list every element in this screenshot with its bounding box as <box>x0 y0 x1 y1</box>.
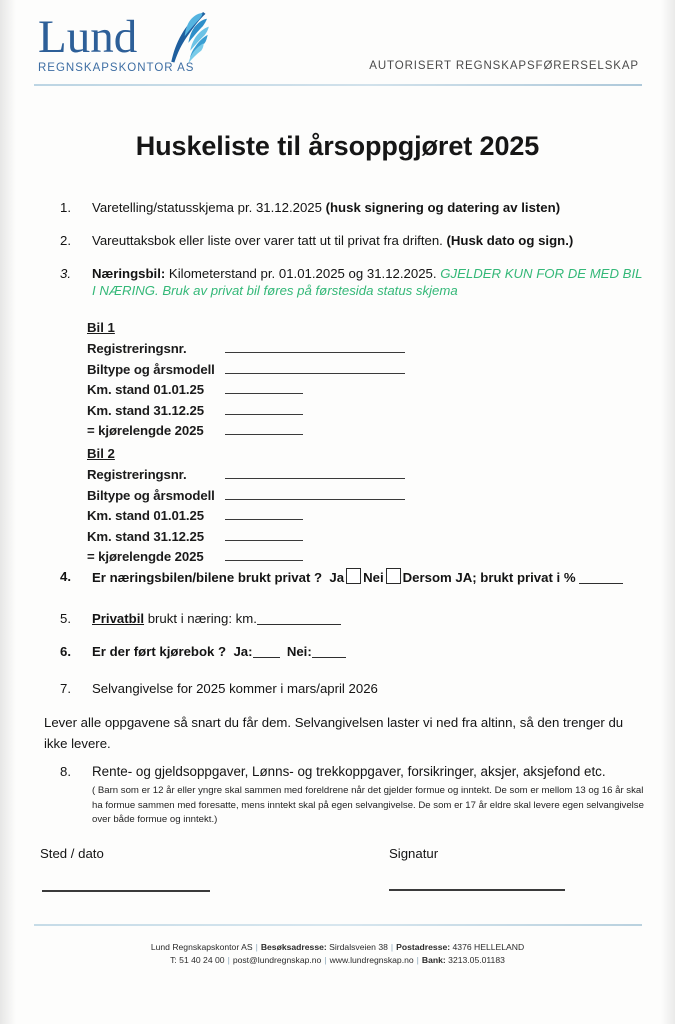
checkbox-ja[interactable] <box>346 568 361 584</box>
page-title: Huskeliste til årsoppgjøret 2025 <box>135 131 540 161</box>
biltype-input-line[interactable] <box>225 487 405 500</box>
list-item-8 <box>60 763 660 828</box>
item-text <box>92 199 640 216</box>
item-number: 6. <box>60 644 71 659</box>
footer-visit-value: Sirdalsveien 38 <box>326 942 388 952</box>
logo-wordmark: Lund <box>38 11 138 63</box>
item-1-plain: Varetelling/statusskjema pr. 31.12.2025 <box>92 200 326 215</box>
footer-post-label: Postadresse: <box>396 942 451 952</box>
footer-sep: | <box>416 955 419 965</box>
header-tagline: AUTORISERT REGNSKAPSFØRERSELSKAP <box>369 60 639 72</box>
item-5-plain: brukt i næring: km. <box>144 611 257 626</box>
company-logo <box>38 11 258 74</box>
car-1-row-registreringsnr <box>87 339 405 359</box>
car-2-row-km-start <box>87 506 405 526</box>
header-divider <box>34 84 642 86</box>
list-item-3 <box>60 265 645 299</box>
footer-sep: | <box>390 942 394 952</box>
footer-post-value: 4376 HELLELAND <box>450 942 525 952</box>
item-3-green-note: GJELDER KUN FOR DE MED BIL I NÆRING. Bruk av privat bil føres på førstesida status skjema <box>92 266 643 298</box>
car-2-row-kjorelengde <box>87 547 405 567</box>
footer-sep: | <box>255 942 258 952</box>
item-3-plain: Kilometerstand pr. 01.01.2025 og 31.12.2025. <box>165 266 441 281</box>
item-text: Selvangivelse for 2025 kommer i mars/april 2026 <box>92 681 378 696</box>
item-number: 7. <box>60 681 71 696</box>
car-2-row-biltype <box>87 486 405 506</box>
item-4-question: Er næringsbilen/bilene brukt privat ? <box>92 570 323 585</box>
kjorelengde-input-line[interactable] <box>225 422 303 435</box>
km-end-input-line[interactable] <box>225 528 303 541</box>
car-block-2 <box>87 444 405 567</box>
list-item-6 <box>60 643 560 660</box>
row-label: Km. stand 31.12.25 <box>87 402 204 418</box>
footer-website[interactable]: www.lundregnskap.no <box>329 955 414 965</box>
item-4-ja-label: Ja <box>329 570 345 585</box>
row-label: Km. stand 01.01.25 <box>87 382 204 398</box>
document-header <box>0 0 675 92</box>
item-text <box>92 232 650 249</box>
delivery-paragraph: Lever alle oppgavene så snart du får dem. Selvangivelsen laster vi ned fra altinn, så den trenger du ikke levere. <box>44 715 624 751</box>
biltype-input-line[interactable] <box>225 361 405 374</box>
kjorebok-nei-input-line[interactable] <box>312 646 346 658</box>
item-number: 3. <box>60 266 71 281</box>
row-label: = kjørelengde 2025 <box>87 548 204 564</box>
item-number: 5. <box>60 611 71 626</box>
registreringsnr-input-line[interactable] <box>225 466 405 479</box>
signatur-input-line[interactable] <box>389 889 565 891</box>
list-item-7 <box>60 680 580 697</box>
item-2-plain: Vareuttaksbok eller liste over varer tatt ut til privat fra driften. <box>92 233 447 248</box>
footer-divider <box>34 924 642 926</box>
kjorebok-ja-input-line[interactable] <box>253 646 280 658</box>
item-6-question: Er der ført kjørebok ? <box>92 644 227 659</box>
car-2-row-registreringsnr <box>87 465 405 485</box>
car-1-row-kjorelengde <box>87 421 405 441</box>
privatbil-km-input-line[interactable] <box>257 613 341 625</box>
km-end-input-line[interactable] <box>225 402 303 415</box>
feather-quill-icon <box>160 10 214 68</box>
item-4-nei-label: Nei <box>363 570 384 585</box>
footer-sep: | <box>227 955 230 965</box>
item-number: 1. <box>60 200 71 215</box>
item-number: 2. <box>60 233 71 248</box>
item-text: Rente- og gjeldsoppgaver, Lønns- og trekkoppgaver, forsikringer, aksjer, aksjefond etc. <box>92 764 606 779</box>
item-text <box>92 610 560 627</box>
car-2-row-km-end <box>87 527 405 547</box>
footer-bank-value: 3213.05.01183 <box>445 955 505 965</box>
list-item-5 <box>60 610 560 627</box>
item-5-underlined: Privatbil <box>92 611 145 626</box>
list-item-1 <box>60 199 640 216</box>
car-1-row-km-start <box>87 380 405 400</box>
car-block-1 <box>87 318 405 441</box>
row-label: = kjørelengde 2025 <box>87 422 204 438</box>
footer-phone: T: 51 40 24 00 <box>170 955 225 965</box>
item-3-bold: Næringsbil: <box>92 266 166 281</box>
item-text <box>92 568 660 586</box>
car-2-title: Bil 2 <box>87 446 115 461</box>
checkbox-nei[interactable] <box>386 568 401 584</box>
item-4-tail-label: Dersom JA; brukt privat i % <box>402 570 576 585</box>
item-8-fineprint: ( Barn som er 12 år eller yngre skal sammen med foreldrene når det gjelder formue og inntekt. De som er mellom 13 og 16 år skal ha formue sammen med foresatte, mens inntekt skal på egen selvangivelse. De som er 17 år eldre skal levere egen selvangivelse over både formue og inntekt.) <box>92 785 644 825</box>
row-label: Biltype og årsmodell <box>87 361 215 377</box>
item-text <box>92 265 645 299</box>
list-item-4 <box>60 568 660 586</box>
item-2-bold: (Husk dato og sign.) <box>446 233 574 248</box>
item-6-ja-label: Ja: <box>233 644 253 659</box>
list-item-2 <box>60 232 650 249</box>
row-label: Km. stand 31.12.25 <box>87 528 204 544</box>
item-number: 4. <box>60 569 71 584</box>
signatur-label: Signatur <box>389 846 439 861</box>
footer-bank-label: Bank: <box>421 955 446 965</box>
document-footer <box>0 941 675 967</box>
row-label: Registreringsnr. <box>87 467 187 483</box>
footer-company: Lund Regnskapskontor AS <box>150 942 253 952</box>
footer-line-2 <box>0 954 675 967</box>
item-6-nei-label: Nei: <box>286 644 312 659</box>
car-1-row-biltype <box>87 360 405 380</box>
footer-sep: | <box>324 955 327 965</box>
footer-visit-label: Besøksadresse: <box>260 942 327 952</box>
item-number: 8. <box>60 764 71 779</box>
km-start-input-line[interactable] <box>225 381 303 394</box>
registreringsnr-input-line[interactable] <box>225 340 405 353</box>
km-start-input-line[interactable] <box>225 507 303 520</box>
footer-email[interactable]: post@lundregnskap.no <box>232 955 322 965</box>
sted-dato-input-line[interactable] <box>42 890 210 892</box>
car-1-title: Bil 1 <box>87 320 115 335</box>
kjorelengde-input-line[interactable] <box>225 548 303 561</box>
percent-input-line[interactable] <box>579 572 623 584</box>
logo-subtitle: REGNSKAPSKONTOR AS <box>38 62 195 74</box>
row-label: Registreringsnr. <box>87 341 187 357</box>
row-label: Biltype og årsmodell <box>87 487 215 503</box>
car-1-row-km-end <box>87 401 405 421</box>
item-text <box>92 643 560 660</box>
sted-dato-label: Sted / dato <box>40 846 104 861</box>
item-1-bold: (husk signering og datering av listen) <box>325 200 561 215</box>
row-label: Km. stand 01.01.25 <box>87 508 204 524</box>
footer-line-1 <box>0 941 675 954</box>
